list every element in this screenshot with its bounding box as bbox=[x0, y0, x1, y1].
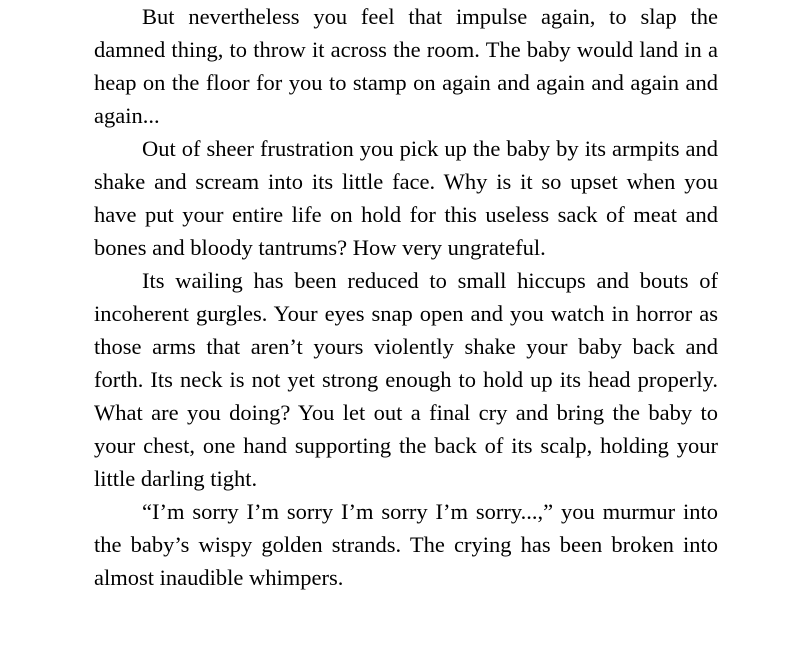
document-page bbox=[94, 0, 718, 594]
paragraph-3: Its wailing has been reduced to small hiccups and bouts of incoherent gurgles. Your eyes snap open and you watch in horror as those arms that aren’t yours violently shake your baby back and forth. Its neck is not yet strong enough to hold up its head properly. What are you doing? You let out a final cry and bring the baby to your chest, one hand supporting the back of its scalp, holding your little darling tight. bbox=[94, 268, 718, 491]
paragraph-4: “I’m sorry I’m sorry I’m sorry I’m sorry...,” you murmur into the baby’s wispy golden strands. The crying has been broken into almost inaudible whimpers. bbox=[94, 499, 718, 590]
paragraph-1: But nevertheless you feel that impulse again, to slap the damned thing, to throw it across the room. The baby would land in a heap on the floor for you to stamp on again and again and again and again... bbox=[94, 4, 718, 128]
paragraph-2: Out of sheer frustration you pick up the baby by its armpits and shake and scream into its little face. Why is it so upset when you have put your entire life on hold for this useless sack of meat and bones and bloody tantrums? How very ungrateful. bbox=[94, 136, 718, 260]
